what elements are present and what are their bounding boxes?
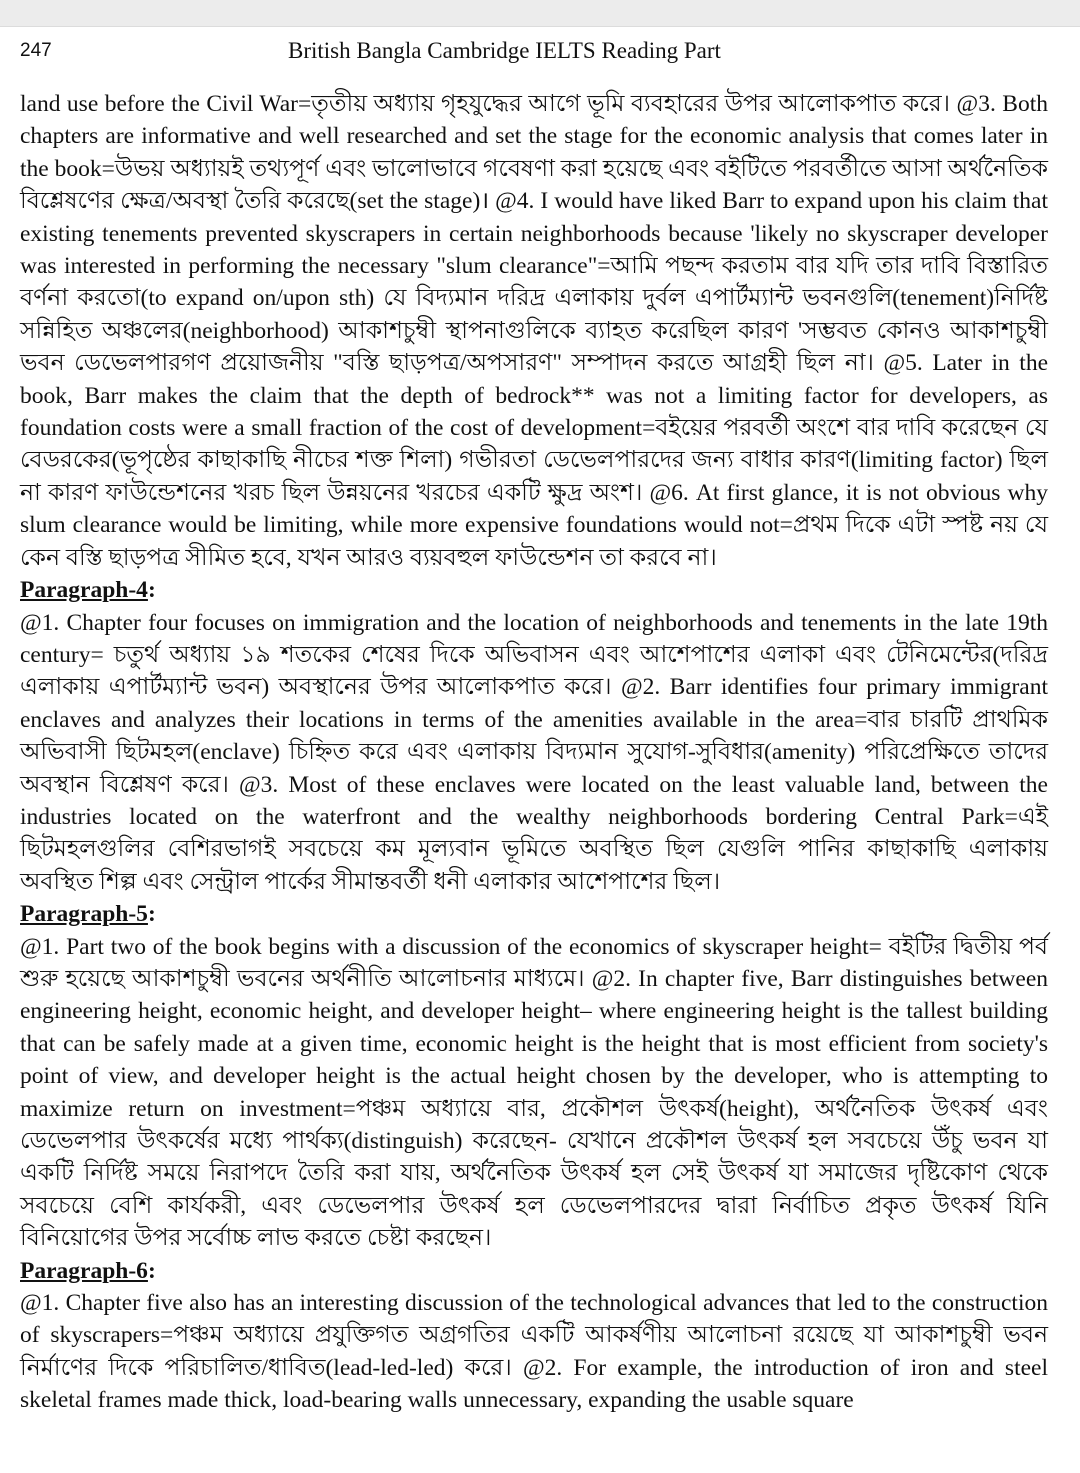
top-bar <box>0 0 1080 27</box>
paragraph-3-tail: land use before the Civil War=তৃতীয় অধ্যায় গৃহযুদ্ধের আগে ভূমি ব্যবহারের উপর আলোকপাত করে। @3. Both chapters are informative and well researched and set the stage for the economic analysis that comes later in the book=উভয় অধ্যায়ই তথ্যপূর্ণ এবং ভালোভাবে গবেষণা করা হয়েছে এবং বইটিতে পরবর্তীতে আসা অর্থনৈতিক বিশ্লেষণের ক্ষেত্র/অবস্থা তৈরি করেছে(set the stage)। @4. I would have liked Barr to expand upon his claim that existing tenements prevented skyscrapers in certain neighborhoods because 'likely no skyscraper developer was interested in performing the necessary "slum clearance"=আমি পছন্দ করতাম বার যদি তার দাবি বিস্তারিত বর্ণনা করতো(to expand on/upon sth) যে বিদ্যমান দরিদ্র এলাকায় দুর্বল এপার্টম্যান্ট ভবনগুলি(tenement)নির্দিষ্ট সন্নিহিত অঞ্চলের(neighborhood) আকাশচুম্বী স্থাপনাগুলিকে ব্যাহত করেছিল কারণ 'সম্ভবত কোনও আকাশচুম্বী ভবন ডেভেলপারগণ প্রয়োজনীয় "বস্তি ছাড়পত্র/অপসারণ" সম্পাদন করতে আগ্রহী ছিল না। @5. Later in the book, Barr makes the claim that the depth of bedrock** was not a limiting factor for developers, as foundation costs were a small fraction of the cost of development=বইয়ের পরবর্তী অংশে বার দাবি করেছেন যে বেডরকের(ভূপৃষ্ঠের কাছাকাছি নীচের শক্ত শিলা) গভীরতা ডেভেলপারদের জন্য বাধার কারণ(limiting factor) ছিল না কারণ ফাউন্ডেশনের খরচ ছিল উন্নয়নের খরচের একটি ক্ষুদ্র অংশ। @6. At first glance, it is not obvious why slum clearance would be limiting, while more expensive foundations would not=প্রথম দিকে এটা স্পষ্ট নয় যে কেন বস্তি ছাড়পত্র সীমিত হবে, যখন আরও ব্যয়বহুল ফাউন্ডেশন তা করবে না। <box>20 91 1048 571</box>
page-number: 247 <box>20 40 52 61</box>
paragraph-5-heading-text: Paragraph-5 <box>20 901 148 928</box>
paragraph-6-heading-text: Paragraph-6 <box>20 1257 148 1284</box>
paragraph-6-heading <box>20 1255 1048 1287</box>
page-header <box>20 38 1060 72</box>
paragraph-6-body: @1. Chapter five also has an interesting discussion of the technological advances that led to the construction of skyscrapers=পঞ্চম অধ্যায়ে প্রযুক্তিগত অগ্রগতির একটি আকর্ষণীয় আলোচনা রয়েছে যা আকাশচুম্বী ভবন নির্মাণের দিকে পরিচালিত/ধাবিত(lead-led-led) করে। @2. For example, the introduction of iron and steel skeletal frames made thick, load-bearing walls unnecessary, expanding the usable square <box>20 1290 1048 1414</box>
paragraph-6-heading-colon: : <box>147 1257 156 1284</box>
paragraph-5-heading <box>20 898 1048 930</box>
paragraph-4-heading <box>20 574 1048 606</box>
paragraph-4-body: @1. Chapter four focuses on immigration and the location of neighborhoods and tenements in the late 19th century= চতুর্থ অধ্যায় ১৯ শতকের শেষের দিকে অভিবাসন এবং আশেপাশের এলাকা এবং টেনিমেন্টের(দরিদ্র এলাকায় এপার্টম্যান্ট ভবন) অবস্থানের উপর আলোকপাত করে। @2. Barr identifies four primary immigrant enclaves and analyzes their locations in terms of the amenities available in the area=বার চারটি প্রাথমিক অভিবাসী ছিটমহল(enclave) চিহ্নিত করে এবং এলাকায় বিদ্যমান সুযোগ-সুবিধার(amenity) পরিপ্রেক্ষিতে তাদের অবস্থান বিশ্লেষণ করে। @3. Most of these enclaves were located on the least valuable land, between the industries located on the waterfront and the wealthy neighborhoods bordering Central Park=এই ছিটমহলগুলির বেশিরভাগই সবচেয়ে কম মূল্যবান ভূমিতে অবস্থিত ছিল যেগুলি পানির কাছাকাছি এলাকায় অবস্থিত শিল্প এবং সেন্ট্রাল পার্কের সীমান্তবর্তী ধনী এলাকার আশেপাশের ছিল। <box>20 609 1048 895</box>
paragraph-5-heading-colon: : <box>147 901 156 928</box>
running-title: British Bangla Cambridge IELTS Reading Part <box>288 38 721 63</box>
page-content <box>20 88 1048 1417</box>
paragraph-4-heading-colon: : <box>147 577 156 604</box>
paragraph-4-heading-text: Paragraph-4 <box>20 577 148 604</box>
paragraph-5-body: @1. Part two of the book begins with a discussion of the economics of skyscraper height= বইটির দ্বিতীয় পর্ব শুরু হয়েছে আকাশচুম্বী ভবনের অর্থনীতি আলোচনার মাধ্যমে। @2. In chapter five, Barr distinguishes between engineering height, economic height, and developer height– where engineering height is the tallest building that can be safely made at a given time, economic height is the height that is most efficient from society's point of view, and developer height is the actual height chosen by the developer, who is attempting to maximize return on investment=পঞ্চম অধ্যায়ে বার, প্রকৌশল উৎকর্ষ(height), অর্থনৈতিক উৎকর্ষ এবং ডেভেলপার উৎকর্ষের মধ্যে পার্থক্য(distinguish) করেছেন- যেখানে প্রকৌশল উৎকর্ষ হল সবচেয়ে উঁচু ভবন যা একটি নির্দিষ্ট সময়ে নিরাপদে তৈরি করা যায়, অর্থনৈতিক উৎকর্ষ হল সেই উৎকর্ষ যা সমাজের দৃষ্টিকোণ থেকে সবচেয়ে বেশি কার্যকরী, এবং ডেভেলপার উৎকর্ষ হল ডেভেলপারদের দ্বারা নির্বাচিত প্রকৃত উৎকর্ষ যিনি বিনিয়োগের উপর সর্বোচ্চ লাভ করতে চেষ্টা করছেন। <box>20 933 1048 1252</box>
